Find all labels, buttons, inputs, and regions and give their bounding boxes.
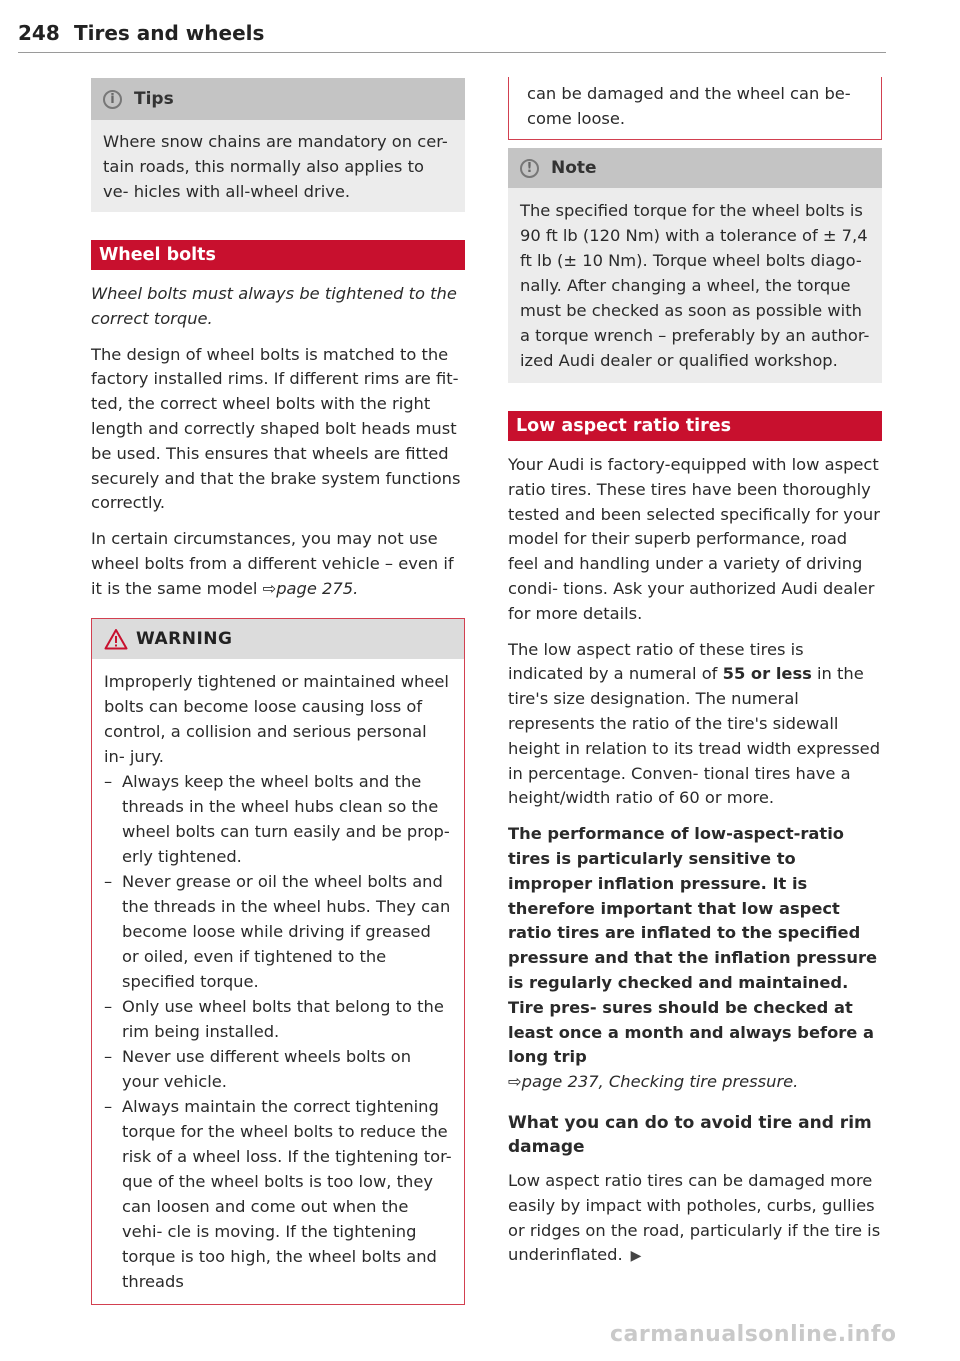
info-icon: i	[103, 90, 122, 109]
subheading-avoid-damage: What you can do to avoid tire and rim damage	[508, 1112, 872, 1157]
warning-title: WARNING	[136, 628, 233, 649]
tips-header	[91, 78, 465, 120]
right-column	[508, 77, 882, 1280]
section-heading-low-aspect: Low aspect ratio tires	[508, 411, 882, 441]
warning-list	[104, 769, 452, 1294]
warning-box	[91, 618, 465, 1305]
note-icon: !	[520, 159, 539, 178]
warning-triangle-icon	[104, 628, 128, 650]
low-aspect-para-2: The low aspect ratio of these tires is indicated by a numeral of 55 or less in the tire's size designation. The numeral represents the ratio of the tire's sidewall height in relation to its tread width expressed in percentage. Conven- tional tires have a height/width ratio of 60 or more.	[508, 639, 881, 808]
page-ref-link[interactable]: ⇨page 237, Checking tire pressure.	[508, 1072, 799, 1092]
page-header	[18, 18, 886, 53]
continue-arrow-icon: ▶	[630, 1248, 642, 1265]
page-number: 248	[18, 21, 60, 45]
low-aspect-para-1: Your Audi is factory-equipped with low aspect ratio tires. These tires have been thoroughly tested and been selected specifically for your model for their superb performance, road feel and handling under a variety of driving condi- tions. Ask your authorized Audi dealer for more details.	[508, 455, 880, 623]
tips-title: Tips	[134, 89, 174, 109]
warning-continued: can be damaged and the wheel can be- come loose.	[508, 77, 882, 140]
warning-body	[92, 659, 464, 1304]
note-title: Note	[551, 158, 597, 178]
note-box	[508, 148, 882, 383]
note-body: The specified torque for the wheel bolts is 90 ft lb (120 Nm) with a tolerance of ± 7,4 ft lb (± 10 Nm). Torque wheel bolts diago- nally. After changing a wheel, the torque must be checked as soon as possible with a torque wrench – preferably by an author- ized Audi dealer or qualified workshop.	[520, 201, 870, 370]
warning-item: – Always maintain the correct tightening torque for the wheel bolts to reduce the risk of a wheel loss. If the tightening tor- que of the wheel bolts is too low, they can loosen and come out when the vehi- cle is moving. If the tightening torque is too high, the wheel bolts and threads	[104, 1096, 452, 1291]
low-aspect-para-3: Low aspect ratio tires can be damaged more easily by impact with potholes, curbs, gullies or ridges on the road, particularly if the tire is underinflated. ▶	[508, 1169, 882, 1269]
note-header	[508, 148, 882, 188]
low-aspect-bold-para: The performance of low-aspect-ratio tires is particularly sensitive to improper inflation pressure. It is therefore important that low aspect ratio tires are inflated to the specified pressure and that the inflation pressure is regularly checked and maintained. Tire pres- sures should be checked at least once a month and always before a long trip ⇨page 237, Checking tire pressure.	[508, 824, 878, 1092]
page-ref-link[interactable]: ⇨page 275.	[262, 578, 359, 598]
warning-intro: Improperly tightened or maintained wheel bolts can become loose causing loss of control, a collision and serious personal in- jury.	[104, 671, 449, 766]
watermark: carmanualsonline.info	[610, 1322, 897, 1347]
tips-box	[91, 78, 465, 212]
warning-item: – Never grease or oil the wheel bolts and the threads in the wheel hubs. They can become loose while driving if greased or oiled, even if tightened to the specified torque.	[104, 871, 451, 991]
section-heading-wheel-bolts: Wheel bolts	[91, 240, 465, 270]
warning-header	[92, 619, 464, 659]
section-title: Tires and wheels	[74, 21, 265, 45]
warning-item: – Always keep the wheel bolts and the threads in the wheel hubs clean so the wheel bolts can turn easily and be prop- erly tightened.	[104, 771, 450, 866]
warning-item: – Never use different wheels bolts on your vehicle.	[104, 1046, 412, 1091]
wheel-bolts-para-1: The design of wheel bolts is matched to the factory installed rims. If different rims are fit- ted, the correct wheel bolts with the right length and correctly shaped bolt heads must be used. This ensures that wheels are fitted securely and that the brake system functions correctly.	[91, 344, 461, 513]
wheel-bolts-lead: Wheel bolts must always be tightened to the correct torque.	[91, 284, 457, 328]
wheel-bolts-para-2: In certain circumstances, you may not use wheel bolts from a different vehicle – even if it is the same model ⇨page 275.	[91, 529, 454, 598]
warning-item: – Only use wheel bolts that belong to the rim being installed.	[104, 996, 444, 1041]
left-column	[91, 78, 465, 1305]
tips-body: Where snow chains are mandatory on cer- tain roads, this normally also applies to ve- hicles with all-wheel drive.	[103, 132, 448, 201]
